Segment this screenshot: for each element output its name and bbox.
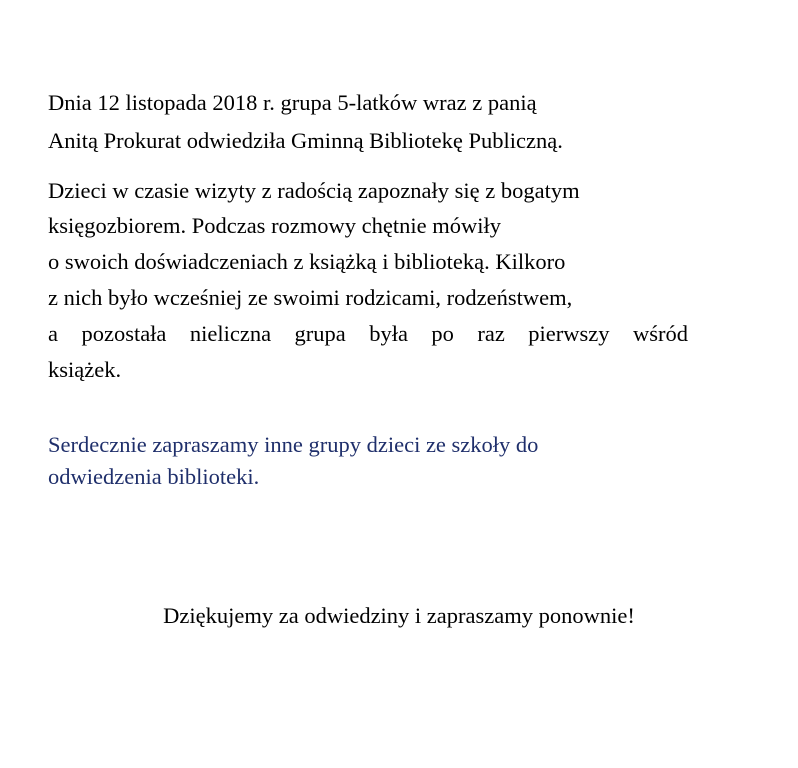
- text-line: o swoich doświadczeniach z książką i biblioteką. Kilkoro: [48, 249, 566, 274]
- text-line: Serdecznie zapraszamy inne grupy dzieci ze szkoły do: [48, 432, 539, 457]
- text-line: Dnia 12 listopada 2018 r. grupa 5-latków wraz z panią: [48, 90, 537, 115]
- text-line: Dzieci w czasie wizyty z radością zapoznały się z bogatym: [48, 178, 580, 203]
- text-line-justified: [48, 321, 688, 347]
- word: pierwszy: [528, 321, 610, 346]
- word: a: [48, 321, 58, 346]
- text-line: księgozbiorem. Podczas rozmowy chętnie mówiły: [48, 213, 502, 238]
- closing-line: Dziękujemy za odwiedziny i zapraszamy ponownie!: [163, 603, 635, 628]
- word: wśród: [632, 321, 688, 346]
- word: grupa: [294, 321, 346, 346]
- text-line: Anitą Prokurat odwiedziła Gminną Bibliotekę Publiczną.: [48, 128, 563, 153]
- word: nieliczna: [189, 321, 272, 346]
- text-line: odwiedzenia biblioteki.: [48, 464, 260, 489]
- word: po: [431, 321, 454, 346]
- word: raz: [477, 321, 505, 346]
- text-line: z nich było wcześniej ze swoimi rodzicami, rodzeństwem,: [48, 285, 573, 310]
- text-line: książek.: [48, 357, 122, 382]
- word: była: [369, 321, 408, 346]
- word: pozostała: [81, 321, 167, 346]
